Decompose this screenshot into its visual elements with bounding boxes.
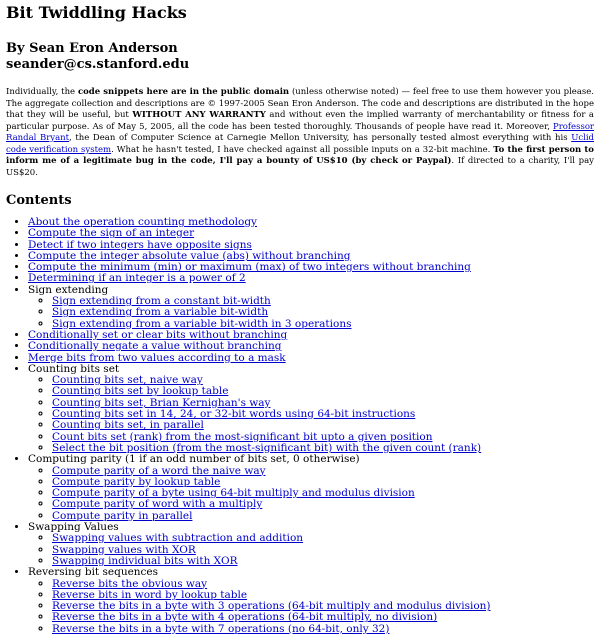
- toc-item: [28, 285, 594, 330]
- toc-link-compute-parity-of-a-word-the-naive-way[interactable]: Compute parity of a word the naive way: [52, 464, 266, 477]
- toc-link-about-the-operation-counting-methodology[interactable]: About the operation counting methodology: [28, 216, 257, 228]
- toc-link-count-bits-set-rank-from-the-most-signif[interactable]: Count bits set (rank) from the most-significant bit upto a given position: [52, 430, 433, 443]
- toc-section-swapping-values: Swapping Values: [28, 521, 119, 534]
- toc-section-reversing-bit-sequences: Reversing bit sequences: [28, 566, 159, 579]
- toc-link-compute-parity-of-word-with-a-multiply[interactable]: Compute parity of word with a multiply: [52, 498, 263, 511]
- toc-link-reverse-bits-in-word-by-lookup-table[interactable]: Reverse bits in word by lookup table: [52, 588, 248, 601]
- toc-link-sign-extending-from-a-constant-bit-width[interactable]: Sign extending from a constant bit-width: [52, 295, 271, 308]
- toc-link-swapping-individual-bits-with-xor[interactable]: Swapping individual bits with XOR: [52, 554, 238, 567]
- toc-item: [28, 273, 594, 284]
- page-title: Bit Twiddling Hacks: [6, 3, 187, 22]
- toc-link-reverse-the-bits-in-a-byte-with-3-operat[interactable]: Reverse the bits in a byte with 3 operations (64-bit multiply and modulus division): [52, 600, 491, 613]
- intro-text-6: . If directed to a charity, I'll pay US$20.: [6, 156, 594, 178]
- toc-link-counting-bits-set-naive-way[interactable]: Counting bits set, naive way: [52, 374, 203, 387]
- toc-link-swapping-values-with-xor[interactable]: Swapping values with XOR: [52, 543, 196, 556]
- toc-link-sign-extending-from-a-variable-bit-width[interactable]: Sign extending from a variable bit-width: [52, 306, 269, 319]
- toc-item: [28, 364, 594, 454]
- link-randal-bryant[interactable]: Professor Randal Bryant: [6, 121, 594, 143]
- toc-sublist: [28, 466, 594, 522]
- intro-text-5: . What he hasn't tested, I have checked against all possible inputs on a 32-bit machine.: [111, 144, 494, 155]
- toc-sublist: [28, 533, 594, 567]
- toc-link-sign-extending-from-a-variable-bit-width[interactable]: Sign extending from a variable bit-width in 3 operations: [52, 317, 352, 330]
- toc-subitem: [52, 511, 594, 522]
- toc-subitem: [52, 624, 594, 635]
- intro-paragraph: [6, 87, 594, 179]
- toc-link-merge-bits-from-two-values-according-to-[interactable]: Merge bits from two values according to a mask: [28, 351, 286, 364]
- toc-link-compute-parity-of-a-byte-using-64-bit-mu[interactable]: Compute parity of a byte using 64-bit multiply and modulus division: [52, 487, 415, 500]
- intro-bold-public-domain: code snippets here are in the public domain: [77, 87, 290, 97]
- intro-text-3: and without even the implied warranty of merchantability or fitness for a particular purpose. As of May 5, 2005, all the code has been tested thoroughly. Thousands of people have read it. Moreover,: [6, 110, 595, 132]
- intro-text-2: (unless otherwise noted) — feel free to use them however you please. The aggregate collection and descriptions are © 1997-2005 Sean Eron Anderson. The code and descriptions are distributed in the hope that they will be useful, but: [6, 87, 594, 120]
- toc-link-counting-bits-set-brian-kernighan-s-way[interactable]: Counting bits set, Brian Kernighan's way: [52, 396, 271, 409]
- toc-link-conditionally-negate-a-value-without-bra[interactable]: Conditionally negate a value without branching: [28, 340, 282, 353]
- intro-bold-warranty: WITHOUT ANY WARRANTY: [132, 110, 266, 120]
- intro-text-1: Individually, the: [6, 87, 78, 97]
- toc-item: [28, 454, 594, 522]
- intro-text-4: , the Dean of Computer Science at Carnegie Mellon University, has personally tested almost everything with his: [69, 133, 572, 143]
- toc-link-reverse-bits-the-obvious-way[interactable]: Reverse bits the obvious way: [52, 577, 208, 590]
- contents-heading: Contents: [6, 193, 72, 208]
- toc-link-compute-parity-by-lookup-table[interactable]: Compute parity by lookup table: [52, 475, 221, 488]
- toc-link-compute-the-integer-absolute-value-abs-w[interactable]: Compute the integer absolute value (abs) without branching: [28, 249, 351, 262]
- author-block: [6, 41, 594, 73]
- toc-item: [28, 567, 594, 635]
- toc-sublist: [28, 375, 594, 454]
- link-uclid[interactable]: Uclid code verification system: [6, 133, 594, 155]
- author-email: seander@cs.stanford.edu: [6, 57, 190, 72]
- toc-link-select-the-bit-position-from-the-most-si[interactable]: Select the bit position (from the most-significant bit) with the given count (rank): [52, 441, 482, 454]
- author-name: By Sean Eron Anderson: [6, 41, 178, 56]
- toc-sublist: [28, 579, 594, 635]
- toc-link-counting-bits-set-by-lookup-table[interactable]: Counting bits set by lookup table: [52, 385, 229, 398]
- toc-link-swapping-values-with-subtraction-and-add[interactable]: Swapping values with subtraction and addition: [52, 532, 304, 545]
- toc-link-counting-bits-set-in-14-24-or-32-bit-wor[interactable]: Counting bits set in 14, 24, or 32-bit words using 64-bit instructions: [52, 408, 416, 421]
- toc-link-counting-bits-set-in-parallel[interactable]: Counting bits set, in parallel: [52, 419, 204, 432]
- toc-section-sign-extending: Sign extending: [28, 283, 109, 296]
- toc-link-compute-the-minimum-min-or-maximum-max-o[interactable]: Compute the minimum (min) or maximum (max) of two integers without branching: [28, 261, 471, 274]
- toc-link-determining-if-an-integer-is-a-power-of-[interactable]: Determining if an integer is a power of 2: [28, 272, 246, 285]
- toc-item: [28, 522, 594, 567]
- toc-link-detect-if-two-integers-have-opposite-sig[interactable]: Detect if two integers have opposite signs: [28, 238, 252, 251]
- toc-link-reverse-the-bits-in-a-byte-with-7-operat[interactable]: Reverse the bits in a byte with 7 operations (no 64-bit, only 32): [52, 622, 390, 635]
- toc-link-reverse-the-bits-in-a-byte-with-4-operat[interactable]: Reverse the bits in a byte with 4 operations (64-bit multiply, no division): [52, 611, 438, 624]
- toc-sublist: [28, 296, 594, 330]
- intro-bold-bounty: To the first person to inform me of a legitimate bug in the code, I'll pay a bounty of US$10 (by check or Paypal): [6, 144, 594, 166]
- toc-link-compute-parity-in-parallel[interactable]: Compute parity in parallel: [52, 509, 193, 522]
- toc-link-conditionally-set-or-clear-bits-without-[interactable]: Conditionally set or clear bits without branching: [28, 328, 288, 341]
- toc-section-counting-bits-set: Counting bits set: [28, 362, 120, 375]
- table-of-contents: [6, 217, 594, 635]
- toc-section-computing-parity-1-if-an-odd-number-of-b: Computing parity (1 if an odd number of bits set, 0 otherwise): [28, 453, 360, 466]
- toc-link-compute-the-sign-of-an-integer[interactable]: Compute the sign of an integer: [28, 227, 195, 240]
